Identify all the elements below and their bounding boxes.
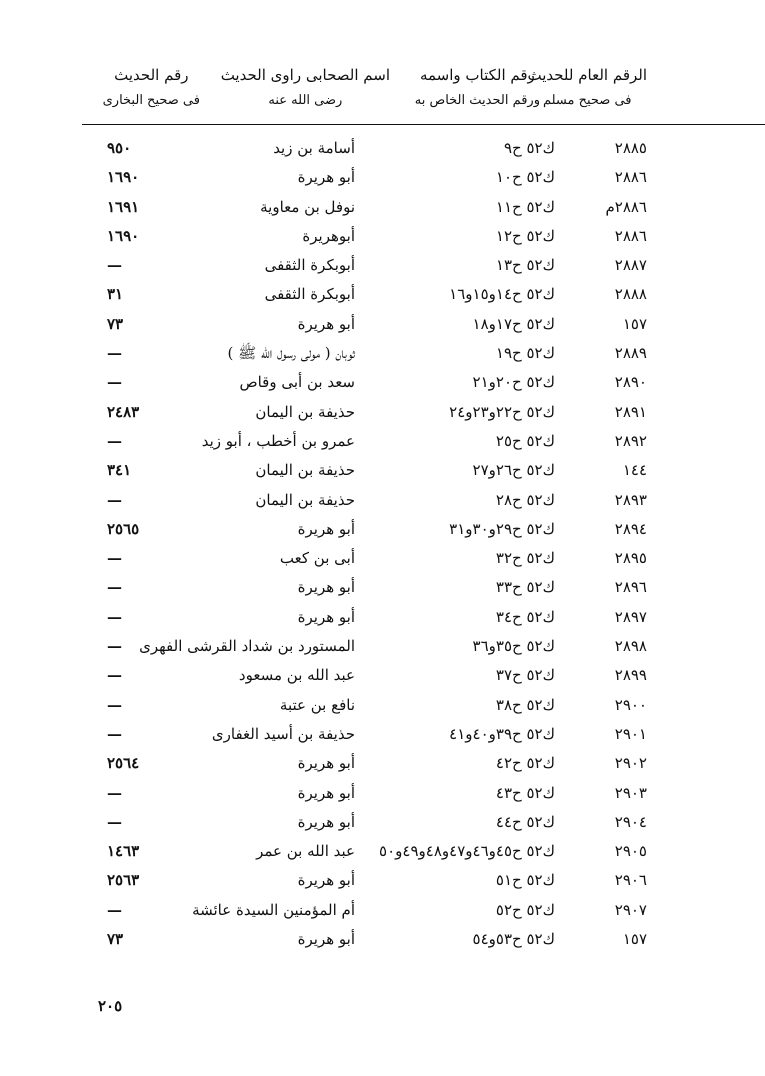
book-hadith-cell: ك٥٢ ح١٩ <box>495 344 555 363</box>
header-bukhari-line1: رقم الحديث <box>114 66 189 84</box>
book-hadith-cell: ك٥٢ ح٢٩و٣٠و٣١ <box>449 519 555 538</box>
muslim-number-cell: ١٤٤ <box>622 461 647 480</box>
muslim-number-cell: ٢٨٨٥ <box>614 139 647 157</box>
book-hadith-cell: ك٥٢ ح٣٩و٤٠و٤١ <box>449 724 555 743</box>
table-row <box>0 456 765 485</box>
book-hadith-cell: ك٥٢ ح١٠ <box>495 168 555 187</box>
header-bukhari-number <box>103 62 200 114</box>
book-hadith-cell: ك٥٢ ح٢٠و٢١ <box>472 373 555 392</box>
bukhari-number-cell: — <box>107 637 122 656</box>
bukhari-number-cell: — <box>107 900 122 919</box>
bukhari-number-cell: — <box>107 578 122 597</box>
muslim-number-cell: ٢٩٠٣ <box>614 783 647 802</box>
muslim-number-cell: ٢٨٨٦م <box>605 197 647 216</box>
narrator-cell: نوفل بن معاوية <box>260 197 355 216</box>
bukhari-number-cell: ٣٤١ <box>107 461 132 480</box>
table-row <box>0 837 765 866</box>
header-book-line1: رقم الكتاب واسمه <box>419 66 535 84</box>
muslim-number-cell: ٢٨٩٤ <box>614 519 647 538</box>
narrator-cell: أبو هريرة <box>297 314 355 333</box>
table-row <box>0 544 765 573</box>
book-hadith-cell: ك٥٢ ح١٣ <box>495 256 555 275</box>
bukhari-number-cell: — <box>107 256 122 275</box>
table-row <box>0 398 765 427</box>
muslim-number-cell: ٢٩٠٠ <box>614 695 647 714</box>
header-muslim-number <box>527 62 647 114</box>
table-row <box>0 193 765 222</box>
book-hadith-cell: ك٥٢ ح٤٢ <box>495 754 555 773</box>
header-narrator-line1: اسم الصحابى راوى الحديث <box>220 66 390 84</box>
table-row <box>0 866 765 895</box>
narrator-cell: أبوهريرة <box>302 226 355 245</box>
table-row <box>0 515 765 544</box>
bukhari-number-cell: — <box>107 490 122 509</box>
bukhari-number-cell: — <box>107 373 122 392</box>
narrator-cell: أم المؤمنين السيدة عائشة <box>192 900 355 919</box>
book-hadith-cell: ك٥٢ ح١٧و١٨ <box>472 314 555 333</box>
book-hadith-cell: ك٥٢ ح٣٤ <box>495 607 555 626</box>
muslim-number-cell: ٢٩٠٦ <box>614 871 647 890</box>
table-row <box>0 925 765 954</box>
muslim-number-cell: ٢٨٨٧ <box>614 256 647 275</box>
header-narrator <box>221 62 390 114</box>
table-row <box>0 896 765 925</box>
muslim-number-cell: ٢٩٠٧ <box>614 900 647 919</box>
bukhari-number-cell: ٢٤٨٣ <box>107 402 140 421</box>
table-row <box>0 280 765 309</box>
muslim-number-cell: ٢٨٩٩ <box>614 666 647 685</box>
table-row <box>0 603 765 632</box>
muslim-number-cell: ٢٨٨٦ <box>614 168 647 187</box>
bukhari-number-cell: ١٦٩١ <box>107 197 140 216</box>
table-row <box>0 720 765 749</box>
narrator-cell: ثوبان ( مولى رسول الله ﷺ ) <box>227 344 355 363</box>
table-row <box>0 222 765 251</box>
muslim-number-cell: ٢٨٨٦ <box>614 226 647 245</box>
narrator-cell: أبو هريرة <box>297 930 355 949</box>
book-hadith-cell: ك٥٢ ح١٤و١٥و١٦ <box>449 285 555 304</box>
bukhari-number-cell: — <box>107 607 122 626</box>
table-row <box>0 749 765 778</box>
bukhari-number-cell: ٢٥٦٥ <box>107 519 140 538</box>
bukhari-number-cell: ١٦٩٠ <box>107 226 140 245</box>
narrator-cell: عمرو بن أخطب ، أبو زيد <box>201 431 355 450</box>
bukhari-number-cell: ١٤٦٣ <box>107 842 140 861</box>
header-muslim-line1: الرقم العام للحديث <box>527 66 647 84</box>
table-row <box>0 339 765 368</box>
bukhari-number-cell: ٣١ <box>107 285 124 304</box>
bukhari-number-cell: ٧٣ <box>107 314 124 333</box>
bukhari-number-cell: — <box>107 431 122 450</box>
table-row <box>0 368 765 397</box>
muslim-number-cell: ٢٨٩٧ <box>614 607 647 626</box>
narrator-cell: سعد بن أبى وقاص <box>239 373 355 392</box>
book-hadith-cell: ك٥٢ ح٥١ <box>495 871 555 890</box>
hadith-table <box>0 134 765 954</box>
narrator-cell: أبو هريرة <box>297 519 355 538</box>
bukhari-number-cell: — <box>107 666 122 685</box>
narrator-cell: أبوبكرة الثقفى <box>264 256 355 275</box>
header-muslim-line2: فى صحيح مسلم <box>542 93 632 108</box>
narrator-cell: المستورد بن شداد القرشى الفهرى <box>139 637 355 656</box>
bukhari-number-cell: — <box>107 549 122 568</box>
muslim-number-cell: ٢٨٩١ <box>614 402 647 421</box>
book-hadith-cell: ك٥٢ ح٣٣ <box>495 578 555 597</box>
narrator-cell: حذيفة بن أسيد الغفارى <box>211 724 355 743</box>
narrator-cell: أبو هريرة <box>297 754 355 773</box>
book-hadith-cell: ك٥٢ ح١١ <box>495 197 555 216</box>
muslim-number-cell: ٢٨٩٠ <box>614 373 647 392</box>
table-row <box>0 691 765 720</box>
muslim-number-cell: ٢٩٠١ <box>614 724 647 743</box>
table-row <box>0 134 765 163</box>
muslim-number-cell: ٢٩٠٤ <box>614 812 647 831</box>
narrator-cell: نافع بن عتبة <box>279 695 355 714</box>
muslim-number-cell: ٢٨٩٦ <box>614 578 647 597</box>
header-book-number <box>415 62 540 114</box>
narrator-cell: أبى بن كعب <box>279 549 355 568</box>
muslim-number-cell: ٢٨٩٨ <box>614 637 647 656</box>
muslim-number-cell: ٢٨٨٩ <box>614 344 647 363</box>
narrator-cell: عبد الله بن مسعود <box>238 666 355 685</box>
table-row <box>0 251 765 280</box>
table-row <box>0 808 765 837</box>
bukhari-number-cell: — <box>107 695 122 714</box>
book-hadith-cell: ك٥٢ ح٣٢ <box>495 549 555 568</box>
narrator-cell: أسامة بن زيد <box>273 139 355 157</box>
book-hadith-cell: ك٥٢ ح٤٥و٤٦و٤٧و٤٨و٤٩و٥٠ <box>379 842 555 861</box>
book-hadith-cell: ك٥٢ ح٢٢و٢٣و٢٤ <box>449 402 555 421</box>
narrator-cell: أبو هريرة <box>297 783 355 802</box>
book-hadith-cell: ك٥٢ ح٢٥ <box>495 431 555 450</box>
table-row <box>0 779 765 808</box>
header-book-line2: ورقم الحديث الخاص به <box>414 93 540 108</box>
bukhari-number-cell: — <box>107 783 122 802</box>
narrator-cell: أبو هريرة <box>297 607 355 626</box>
table-row <box>0 310 765 339</box>
table-row <box>0 632 765 661</box>
narrator-cell: حذيفة بن اليمان <box>255 490 355 509</box>
table-row <box>0 573 765 602</box>
book-hadith-cell: ك٥٢ ح٤٣ <box>495 783 555 802</box>
table-row <box>0 661 765 690</box>
header-divider <box>82 124 765 125</box>
book-hadith-cell: ك٥٢ ح٥٢ <box>495 900 555 919</box>
book-hadith-cell: ك٥٢ ح٢٦و٢٧ <box>472 461 555 480</box>
narrator-cell: عبد الله بن عمر <box>256 842 355 861</box>
book-hadith-cell: ك٥٢ ح٢٨ <box>495 490 555 509</box>
bukhari-number-cell: — <box>107 344 122 363</box>
bukhari-number-cell: ٢٥٦٤ <box>107 754 140 773</box>
muslim-number-cell: ٢٨٩٣ <box>614 490 647 509</box>
table-row <box>0 427 765 456</box>
table-row <box>0 486 765 515</box>
bukhari-number-cell: ٢٥٦٣ <box>107 871 140 890</box>
book-hadith-cell: ك٥٢ ح١٢ <box>495 226 555 245</box>
muslim-number-cell: ١٥٧ <box>622 314 647 333</box>
muslim-number-cell: ٢٩٠٥ <box>614 842 647 861</box>
book-hadith-cell: ك٥٢ ح٤٤ <box>495 812 555 831</box>
narrator-cell: أبوبكرة الثقفى <box>264 285 355 304</box>
header-narrator-line2: رضى الله عنه <box>268 93 343 108</box>
bukhari-number-cell: ٧٣ <box>107 930 124 949</box>
book-hadith-cell: ك٥٢ ح٣٥و٣٦ <box>472 637 555 656</box>
narrator-cell: حذيفة بن اليمان <box>255 402 355 421</box>
page-number: ٢٠٥ <box>98 997 123 1015</box>
book-hadith-cell: ك٥٢ ح٥٣و٥٤ <box>472 930 555 949</box>
bukhari-number-cell: ٩٥٠ <box>107 139 132 157</box>
muslim-number-cell: ٢٩٠٢ <box>614 754 647 773</box>
book-hadith-cell: ك٥٢ ح٣٨ <box>495 695 555 714</box>
bukhari-number-cell: ١٦٩٠ <box>107 168 140 187</box>
muslim-number-cell: ١٥٧ <box>622 930 647 949</box>
narrator-cell: أبو هريرة <box>297 578 355 597</box>
header-bukhari-line2: فى صحيح البخارى <box>102 93 200 108</box>
narrator-cell: أبو هريرة <box>297 871 355 890</box>
muslim-number-cell: ٢٨٩٥ <box>614 549 647 568</box>
narrator-cell: حذيفة بن اليمان <box>255 461 355 480</box>
book-hadith-cell: ك٥٢ ح٩ <box>503 139 555 157</box>
table-row <box>0 163 765 192</box>
book-hadith-cell: ك٥٢ ح٣٧ <box>495 666 555 685</box>
narrator-cell: أبو هريرة <box>297 812 355 831</box>
muslim-number-cell: ٢٨٨٨ <box>614 285 647 304</box>
bukhari-number-cell: — <box>107 724 122 743</box>
bukhari-number-cell: — <box>107 812 122 831</box>
narrator-cell: أبو هريرة <box>297 168 355 187</box>
muslim-number-cell: ٢٨٩٢ <box>614 431 647 450</box>
